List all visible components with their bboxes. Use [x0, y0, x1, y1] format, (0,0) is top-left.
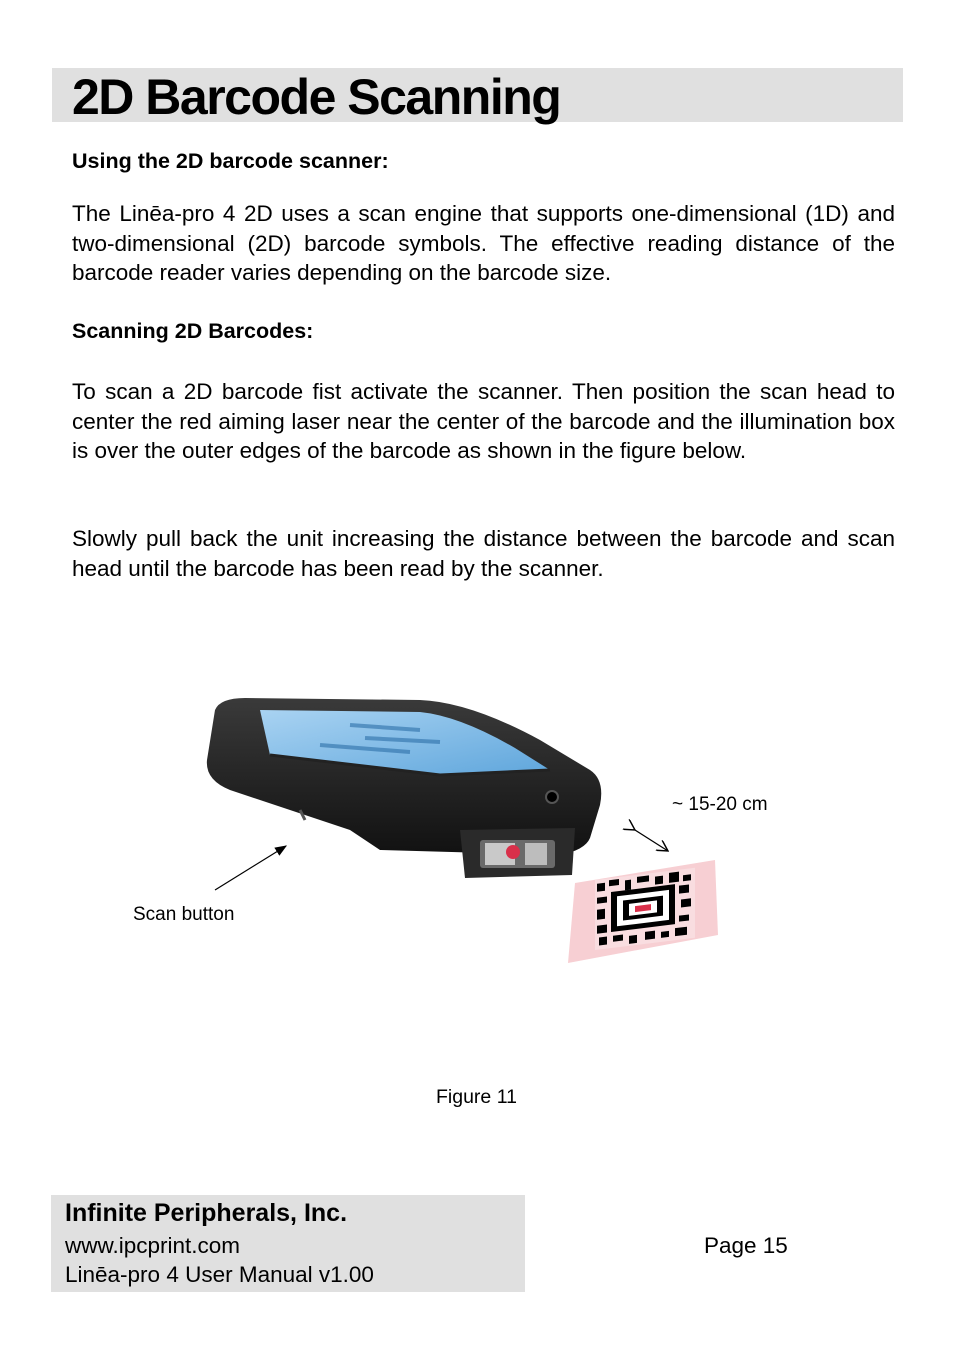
distance-label: ~ 15-20 cm: [672, 794, 768, 815]
intro-paragraph: The Linēa-pro 4 2D uses a scan engine that supports one-dimensional (1D) and two-dimensional (2D) barcode symbols. The effective reading distance of the barcode reader varies depending on the barcode size.: [72, 201, 895, 285]
page-title: 2D Barcode Scanning: [72, 69, 561, 125]
barcode-card: [568, 860, 718, 963]
footer-company: Infinite Peripherals, Inc.: [65, 1199, 348, 1227]
scan-button-arrow: [215, 846, 286, 890]
section-heading-scanning-2d: Scanning 2D Barcodes:: [72, 319, 314, 343]
page-number: Page 15: [704, 1233, 788, 1258]
scan-button-label: Scan button: [133, 904, 235, 925]
instructions-paragraph: To scan a 2D barcode fist activate the scanner. Then position the scan head to center the red aiming laser near the center of the barcode and the illumination box is over the outer edges of the barcode as shown in the figure below.: [72, 379, 895, 463]
qr-code-icon: [595, 868, 695, 950]
footer-url[interactable]: www.ipcprint.com: [65, 1233, 241, 1258]
section-paragraph-intro: [72, 199, 895, 288]
section-paragraph-pullback: [72, 524, 895, 583]
figure-caption: Figure 11: [436, 1086, 517, 1108]
scanner-device: [207, 698, 601, 878]
title-bar: [52, 68, 903, 125]
scanner-figure: [120, 680, 820, 980]
pullback-paragraph: Slowly pull back the unit increasing the distance between the barcode and scan head until the barcode has been read by the scanner.: [72, 526, 895, 581]
section-heading-using-scanner: Using the 2D barcode scanner:: [72, 149, 389, 173]
distance-arrow: [635, 830, 668, 851]
section-paragraph-instructions: [72, 377, 895, 466]
footer-box: [51, 1195, 525, 1292]
footer-manual-version: Linēa-pro 4 User Manual v1.00: [65, 1262, 374, 1287]
